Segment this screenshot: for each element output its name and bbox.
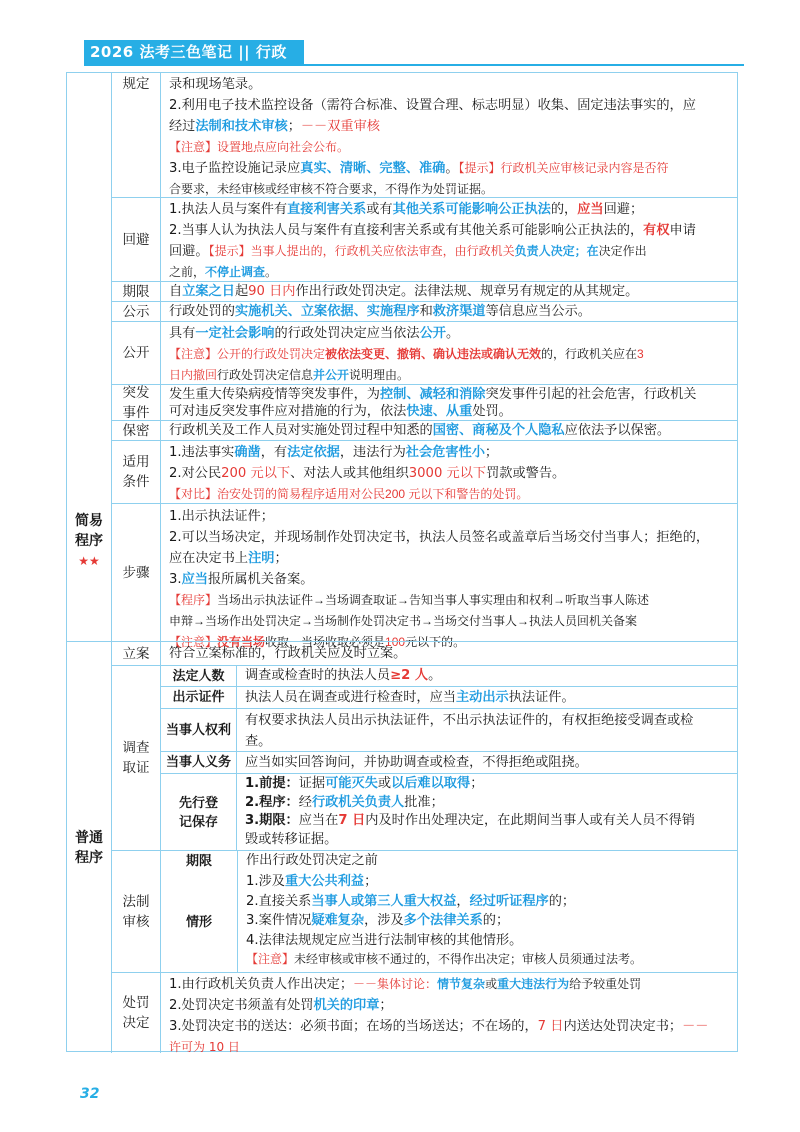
highlight-text: 重大公共利益	[284, 874, 365, 889]
text: 2.程序：	[245, 794, 299, 810]
text-line: 作出行政处罚决定之前	[246, 853, 378, 868]
row-label: 公示	[111, 302, 161, 321]
text-line	[169, 323, 731, 344]
text: 。	[265, 265, 278, 279]
highlight-text: 注明	[248, 551, 275, 566]
text-line	[169, 365, 731, 386]
highlight-text: 重大违法行为	[497, 977, 570, 991]
text-line	[169, 116, 731, 137]
section-general-label: 普通程序	[75, 829, 103, 866]
text-line	[169, 1016, 731, 1037]
text: 1.前提：	[245, 776, 299, 791]
row-label: 步骤	[111, 504, 161, 641]
highlight-text: 其他关系可能影响公正执法	[392, 202, 551, 217]
text: 行政机关及工作人员对实施处罚过程中知悉的	[169, 423, 433, 438]
note-text: 【程序】	[169, 593, 218, 607]
emphasis-text: 没有当场	[217, 635, 266, 649]
highlight-text: 机关的印章	[313, 998, 380, 1013]
text: 1.违法事实	[169, 445, 235, 460]
highlight-text: 并公开	[313, 368, 350, 382]
row-content	[161, 73, 737, 197]
text: 可对违反突发事件应对措施的行为，依法	[169, 404, 407, 419]
row-content	[161, 198, 737, 281]
emphasis-text: 3	[637, 347, 644, 361]
row-label: 公开	[111, 322, 161, 384]
text-line: 申辩→当场作出处罚决定→当场制作处罚决定书→当场交付当事人→执法人员回机关备案	[169, 614, 638, 628]
text: 报所属机关备案。	[207, 572, 314, 587]
highlight-text: 主动出示	[456, 690, 509, 705]
row-label	[111, 973, 161, 1053]
row-emergency	[111, 384, 737, 420]
header-rule	[84, 64, 744, 66]
text-line	[169, 344, 731, 365]
text-line	[246, 872, 731, 892]
subrow-label: 当事人权利	[161, 709, 237, 751]
subrow-label: 法定人数	[161, 666, 237, 686]
text: 作出行政处罚决定。法律法规、规章另有规定的从其规定。	[295, 284, 639, 299]
subrow-content	[237, 752, 737, 773]
row-content	[161, 441, 737, 503]
subrow-cases	[161, 871, 737, 973]
text: ；	[484, 445, 499, 460]
text-line	[169, 442, 731, 463]
text: 3.电子监控设施记录应	[169, 161, 301, 176]
highlight-text: 法制和技术审核	[195, 119, 288, 134]
text: 的；	[482, 913, 510, 928]
note-text: 的，行政机关应在	[541, 347, 638, 361]
subrow-content	[237, 687, 737, 708]
row-recusal	[111, 197, 737, 281]
subrow-label: 情形	[185, 914, 212, 930]
row-label-text: 突发事件	[122, 384, 150, 421]
note-line: 许可为 10 日	[169, 1040, 240, 1054]
text: 调查或检查时的执法人员	[245, 668, 391, 683]
row-label	[111, 385, 161, 420]
text-line	[169, 463, 731, 484]
row-deadline	[111, 281, 737, 301]
subrow-party-duties	[161, 751, 737, 773]
text: ，	[456, 893, 470, 909]
text: 2.对公民	[169, 466, 222, 481]
emphasis-text: 3000 元以下	[408, 466, 487, 481]
note-text: 决定作出	[598, 244, 647, 258]
text-line: 毁或转移证据。	[245, 831, 338, 847]
emphasis-text: 被依法变更、撤销、确认违法或确认无效	[325, 347, 542, 361]
text: 1.由行政机关负责人作出决定；	[169, 977, 354, 992]
note-text: 行政处罚决定信息	[217, 368, 314, 382]
text: ；	[379, 998, 393, 1013]
text: 突发事件引起的社会危害，行政机关	[485, 387, 697, 402]
highlight-text: 当事人或第三人重大权益	[311, 893, 457, 909]
text-line: 查。	[245, 734, 272, 749]
text-line	[169, 241, 731, 262]
text: 3.案件情况	[246, 913, 312, 928]
text-line	[169, 386, 731, 403]
row-legal-review	[111, 850, 737, 972]
text: 之前，	[169, 265, 206, 279]
text: 经	[298, 794, 312, 810]
highlight-text: 应当	[181, 572, 208, 587]
text: 等信息应当公示。	[485, 304, 591, 319]
text-line	[246, 950, 731, 970]
header-title: 2026 法考三色笔记 || 行政	[84, 40, 304, 64]
note-text: 说明理由。	[349, 368, 410, 382]
text: ；	[287, 119, 301, 134]
text: 3.期限：	[245, 813, 299, 828]
highlight-text: 国密、商秘及个人隐私	[432, 423, 565, 438]
text-line: 2.可以当场决定，并现场制作处罚决定书，执法人员签名或盖章后当场交付当事人；拒绝的，	[169, 530, 710, 545]
row-label	[111, 666, 161, 850]
highlight-text: 以后难以取得	[391, 776, 471, 791]
text: ，违法行为	[339, 445, 406, 460]
text-line	[169, 995, 731, 1016]
text-line: 2.利用电子技术监控设备（需符合标准、设置合理、标志明显）收集、固定违法事实的，应	[169, 98, 696, 113]
subrow-label: 出示证件	[161, 687, 237, 708]
row-content	[161, 504, 737, 649]
row-label: 立案	[111, 642, 161, 665]
highlight-text: 经过听证程序	[469, 893, 549, 909]
note-text: 收取，当场收取必须是	[265, 635, 386, 649]
text-line	[169, 974, 731, 995]
highlight-text: 社会危害性小	[405, 445, 485, 460]
text: 。	[428, 668, 442, 683]
emphasis-text: 日内撤回	[169, 368, 218, 382]
text-line	[169, 569, 731, 590]
text: 2.直接关系	[246, 893, 312, 909]
text: 1.涉及	[246, 874, 285, 889]
note-line: 【注意】设置地点应向社会公布。	[169, 140, 350, 154]
highlight-text: 救济渠道	[432, 304, 486, 319]
emphasis-text: ≥2 人	[390, 668, 429, 683]
text: ，涉及	[364, 913, 404, 928]
row-content	[161, 421, 737, 440]
text-line	[169, 220, 731, 241]
section-simple-label: 简易程序	[75, 512, 103, 549]
note-text: 【提示】行政机关应审核记录内容是否符	[458, 161, 669, 175]
emphasis-text: 7 日	[537, 1019, 564, 1034]
highlight-text: 多个法律关系	[403, 913, 483, 928]
note-text: 元以下的。	[405, 635, 466, 649]
subrow-content	[237, 774, 737, 851]
text: 起	[234, 284, 249, 299]
note-text: －－集体讨论：	[353, 977, 438, 991]
text-line	[169, 282, 731, 301]
row-label-text: 适用条件	[122, 454, 150, 490]
subrow-label	[161, 774, 237, 851]
subrow-content	[237, 709, 737, 751]
importance-stars: ★★	[78, 553, 100, 568]
row-secrecy	[111, 420, 737, 440]
highlight-text: 公开	[419, 326, 446, 341]
row-content	[161, 642, 737, 665]
emphasis-text: 有权	[643, 223, 670, 238]
note-text: －－双重审核	[300, 119, 380, 134]
text: 或有	[366, 202, 393, 217]
row-label: 保密	[111, 421, 161, 440]
page-number: 32	[80, 1086, 100, 1102]
text: 应依法予以保密。	[564, 423, 671, 438]
subrow-content	[237, 851, 737, 871]
row-filing	[111, 641, 737, 665]
text: 处罚。	[472, 404, 512, 419]
note-text: 【对比】治安处罚的简易程序适用对公民	[169, 487, 386, 501]
note-line: 合要求，未经审核或经审核不符合要求，不得作为处罚证据。	[169, 182, 494, 196]
text-line	[245, 812, 731, 831]
text-line	[169, 302, 731, 321]
note-text: 【注意】	[169, 635, 218, 649]
text: 回避。	[169, 244, 209, 259]
note-text: 或	[485, 977, 498, 991]
text: 回避；	[603, 202, 644, 217]
row-investigation	[111, 665, 737, 850]
subrow-label-text: 先行登记保存	[178, 795, 218, 830]
row-disclosure	[111, 321, 737, 384]
highlight-text: 行政机关负责人	[311, 794, 405, 810]
highlight-text: 可能灭失	[325, 776, 378, 791]
note-text: 以下和警告的处罚。	[420, 487, 529, 501]
highlight-text: 真实、清晰、完整、准确	[300, 161, 446, 176]
highlight-text: 立案之日	[182, 284, 235, 299]
emphasis-text: 7 日	[338, 813, 366, 828]
highlight-text: 确凿	[234, 445, 261, 460]
text: 的；	[548, 893, 576, 909]
row-applicable-conditions	[111, 440, 737, 503]
text-line: 应当如实回答询问，并协助调查或检查，不得拒绝或阻挠。	[245, 755, 588, 770]
text-line	[169, 590, 731, 611]
text: 3.处罚决定书的送达：必须书面；在场的当场送达；不在场的，	[169, 1019, 538, 1034]
text-line	[246, 892, 731, 912]
subrow-timing	[161, 851, 737, 871]
text-line: 4.法律法规规定应当进行法制审核的其他情形。	[246, 932, 523, 948]
text: 应在决定书上	[169, 551, 249, 566]
row-regulations	[111, 73, 737, 197]
highlight-text: 控制、减轻和消除	[380, 387, 486, 402]
subrow-label: 当事人义务	[161, 752, 237, 773]
text: 或	[377, 776, 392, 791]
row-content	[161, 282, 737, 301]
row-label: 期限	[111, 282, 161, 301]
text: 3.	[169, 572, 182, 587]
row-label-text: 调查取证	[122, 740, 150, 776]
row-penalty-decision	[111, 972, 737, 1053]
text: 2.当事人认为执法人员与案件有直接利害关系或有其他关系可能影响公正执法的，	[169, 223, 644, 238]
text: 内及时作出处理决定，在此期间当事人或有关人员不得销	[365, 813, 695, 828]
text: 。	[445, 161, 459, 176]
text: 的行政处罚决定应当依法	[274, 326, 420, 341]
text: 发生重大传染病疫情等突发事件，为	[169, 387, 380, 402]
note-text: 给予较重处罚	[569, 977, 642, 991]
text-line	[246, 911, 731, 931]
text-line	[169, 262, 731, 283]
text-line	[169, 199, 731, 220]
text: 批准；	[404, 794, 444, 810]
text-line	[245, 794, 731, 813]
text-line	[169, 548, 731, 569]
text: 申请	[669, 223, 696, 238]
row-content	[161, 322, 737, 384]
text: ；	[364, 874, 378, 889]
text: 内送达处罚决定书；	[563, 1019, 683, 1034]
emphasis-text: 200 元以下	[221, 466, 291, 481]
highlight-text: 直接利害关系	[287, 202, 367, 217]
note-text: －－	[682, 1019, 709, 1034]
row-steps	[111, 503, 737, 649]
text: 应当在	[298, 813, 339, 828]
subrow-content	[237, 666, 737, 686]
text-line: 有权要求执法人员出示执法证件，不出示执法证件的，有权拒绝接受调查或检	[245, 713, 694, 728]
note-text: 【注意】	[246, 952, 295, 966]
text: 具有	[169, 326, 196, 341]
subrow-number	[161, 666, 737, 686]
text: ；	[274, 551, 288, 566]
highlight-text: 实施机关、立案依据、实施程序	[234, 304, 420, 319]
text-line: 1.出示执法证件；	[169, 509, 274, 524]
row-label	[111, 851, 161, 972]
notes-table	[66, 72, 738, 1052]
row-publicity	[111, 301, 737, 321]
highlight-text: 一定社会影响	[195, 326, 275, 341]
text: 行政处罚的	[169, 304, 235, 319]
text: 罚款或警告。	[486, 466, 566, 481]
subrow-content	[237, 871, 737, 973]
note-text: 【注意】公开的行政处罚决定	[169, 347, 326, 361]
highlight-text: 情节复杂	[437, 977, 486, 991]
subrow-present-credentials	[161, 686, 737, 708]
text-line: 录和现场笔录。	[169, 77, 262, 92]
text: 自	[169, 284, 183, 299]
row-label-text: 处罚决定	[122, 995, 150, 1031]
text-line	[245, 687, 731, 708]
note-text: 未经审核或审核不通过的，不得作出决定；审核人员须通过法考。	[294, 952, 643, 966]
text: 执法证件。	[508, 690, 575, 705]
text-line: 符合立案标准的，行政机关应及时立案。	[169, 646, 407, 661]
row-content	[161, 385, 737, 420]
subrow-preservation	[161, 773, 737, 851]
row-label-text: 法制审核	[122, 893, 150, 930]
highlight-text: 快速、从重	[406, 404, 473, 419]
text: 和	[419, 304, 433, 319]
text-line	[245, 775, 731, 794]
emphasis-text: 200 元	[385, 487, 421, 501]
row-label: 回避	[111, 198, 161, 281]
row-content	[161, 973, 737, 1053]
section-simple-procedure	[67, 440, 111, 641]
text-line	[169, 403, 731, 420]
text: ；	[470, 776, 484, 791]
row-content	[161, 302, 737, 321]
text: 执法人员在调查或进行检查时，应当	[245, 690, 456, 705]
text: ，有	[260, 445, 288, 460]
text-line	[169, 484, 731, 505]
text-line	[169, 158, 731, 179]
row-label	[111, 441, 161, 503]
note-text: 【提示】当事人提出的，行政机关应依法审查，由行政机关	[208, 244, 515, 258]
text: 、对法人或其他组织	[290, 466, 409, 481]
text: 。	[445, 326, 460, 341]
text: 的，	[550, 202, 578, 217]
note-text: 当场出示执法证件→当场调查取证→告知当事人事实理由和权利→听取当事人陈述	[217, 593, 650, 607]
subrow-label: 期限	[185, 853, 212, 869]
text: 经过	[169, 119, 196, 134]
text: 证据	[298, 776, 326, 791]
section-general-procedure	[67, 641, 111, 1053]
emphasis-text: 应当	[577, 202, 604, 217]
emphasis-text: 90 日内	[248, 284, 296, 299]
highlight-text: 疑难复杂	[311, 913, 365, 928]
subrow-party-rights	[161, 708, 737, 751]
emphasis-text: 100	[385, 635, 406, 649]
text-line	[169, 421, 731, 440]
highlight-text: 负责人决定；在	[514, 244, 599, 258]
text: 1.执法人员与案件有	[169, 202, 288, 217]
row-label: 规定	[111, 73, 161, 197]
text-line	[245, 666, 731, 685]
highlight-text: 不停止调查	[205, 265, 266, 279]
text: 2.处罚决定书须盖有处罚	[169, 998, 314, 1013]
highlight-text: 法定依据	[287, 445, 340, 460]
